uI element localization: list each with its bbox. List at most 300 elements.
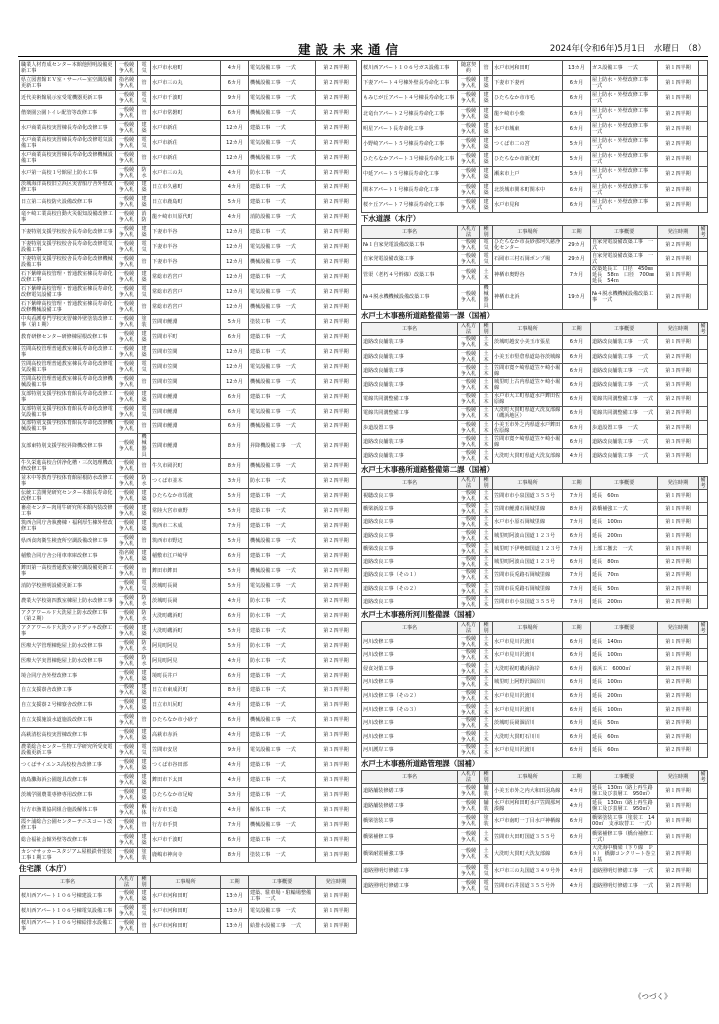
table-cell: 第２四半期 — [658, 730, 699, 744]
table-cell: 第１四半期 — [658, 516, 699, 529]
table-cell: 6カ月 — [563, 378, 591, 392]
table-cell: 一般競争入札 — [458, 743, 480, 757]
table-cell: 一般競争入札 — [116, 459, 138, 474]
column-header: 工事場所 — [493, 770, 563, 783]
table-cell: 6カ月 — [563, 197, 591, 212]
table-cell: 第２四半期 — [316, 195, 357, 210]
table-cell: 第２四半期 — [316, 180, 357, 195]
table-cell — [699, 879, 708, 894]
table-cell: 3カ月 — [221, 788, 249, 803]
table-cell: 第２四半期 — [658, 582, 699, 595]
table-cell: 電気設備工事 一式 — [249, 135, 316, 150]
table-cell: 道路改良工事 — [362, 556, 458, 569]
table-cell: 水戸市三の丸国道３４９号外 — [493, 863, 563, 878]
table-cell: アクアワールド大洗ウッドデッキ改修工事 — [20, 623, 116, 638]
table-cell: 一般競争入札 — [458, 91, 480, 106]
column-header: 工事名 — [362, 770, 458, 783]
table-cell: 電気 — [480, 863, 493, 878]
table-cell: 第３四半期 — [316, 698, 357, 713]
table-cell: 第２四半期 — [316, 329, 357, 344]
table-cell: 建築工事 一式 — [249, 180, 316, 195]
table-cell: 農業大学校第四教室棟屋上防水改修工事 — [20, 593, 116, 608]
table-cell: 桜川西アパート１０６号ガス設備工事 — [362, 61, 458, 76]
table-cell: 第２四半期 — [658, 136, 699, 151]
table-cell: 第２四半期 — [316, 270, 357, 285]
table-cell: 日立第二高校防火設備改修工事 — [20, 195, 116, 210]
table-cell: 高萩市赤浜 — [151, 728, 221, 743]
table-cell: 建築 — [138, 519, 151, 534]
table-cell: 第３四半期 — [316, 847, 357, 862]
table-cell: 水戸市常磐町 — [151, 105, 221, 120]
table-row — [20, 389, 357, 404]
table-cell: 第２四半期 — [316, 150, 357, 165]
table-cell: 防水工事 一式 — [249, 608, 316, 623]
table-cell: 水戸市大工町県道水戸鉾田佐原線 — [493, 392, 563, 406]
table-cell: 第３四半期 — [316, 728, 357, 743]
table-cell: 水戸市三の丸 — [151, 165, 221, 180]
table-cell: 第２四半期 — [658, 152, 699, 167]
table-cell: 瀬来市上戸 — [493, 167, 563, 182]
table-cell: 第２四半期 — [658, 879, 699, 894]
table-cell: 自立支援施設水道施設改修工事 — [20, 713, 116, 728]
table-cell: 一般競争入札 — [458, 350, 480, 364]
table-cell: 4カ月 — [563, 783, 591, 798]
table-cell: 延長 140ｍ — [591, 635, 658, 649]
column-header: 工事場所 — [151, 875, 221, 888]
table-cell: 一般競争入札 — [458, 783, 480, 798]
table-cell: 第３四半期 — [316, 832, 357, 847]
table-cell: 友部特別支援学校体育館長寿命化改修工事 — [20, 389, 116, 404]
table-cell: 建築 — [480, 106, 493, 121]
table-cell: 塗装工事 一式 — [249, 847, 316, 862]
table-cell: 第２四半期 — [658, 392, 699, 406]
table-cell — [699, 449, 708, 463]
table-row — [362, 489, 708, 502]
table-cell: 北茨城市関本町関本中 — [493, 182, 563, 197]
table-cell: 一般競争入札 — [116, 120, 138, 135]
table-cell: 一般競争入札 — [458, 392, 480, 406]
table-cell: 橋梁耐震補強工事 — [362, 844, 458, 863]
table-cell: 第２四半期 — [658, 863, 699, 878]
table-cell: 管 — [138, 150, 151, 165]
project-table — [361, 476, 708, 610]
table-cell: 一般競争入札 — [458, 635, 480, 649]
table-cell — [699, 595, 708, 608]
table-cell: 第１四半期 — [658, 798, 699, 813]
table-cell: 延長 100ｍ — [591, 676, 658, 690]
table-cell: 屋上防水・外壁改修工事 一式 — [591, 106, 658, 121]
table-cell: 水戸市千波町 — [151, 90, 221, 105]
table-cell: 電気 — [138, 240, 151, 255]
table-cell: 桜ケ丘アパート７号棟長寿命化工事 — [362, 197, 458, 212]
table-cell: 12カ月 — [221, 135, 249, 150]
table-cell: 一般競争入札 — [458, 284, 480, 309]
project-table — [19, 60, 357, 863]
table-row — [20, 180, 357, 195]
table-cell: 一般競争入札 — [116, 314, 138, 329]
table-cell: 土木 — [480, 392, 493, 406]
right-column — [361, 60, 708, 894]
section-right-top — [361, 60, 708, 213]
table-cell: 一般競争入札 — [116, 713, 138, 728]
table-cell: 第２四半期 — [316, 504, 357, 519]
table-cell — [699, 730, 708, 744]
table-cell: 建築工事 一式 — [249, 329, 316, 344]
table-cell: 電気設備工事 一式 — [249, 90, 316, 105]
table-cell: 改築延長工 口径 450㎜ 延長 58ｍ 口径 700㎜ 延長 54ｍ — [592, 265, 660, 284]
table-cell: 土木 — [480, 516, 493, 529]
column-header: 入札方法 — [458, 622, 480, 635]
table-cell: 延長 200ｍ — [591, 529, 658, 542]
table-cell: 機械設備工事 一式 — [249, 255, 316, 270]
table-cell: 延長 130ｍ（路上再生路盤工及び表層工 950㎡） — [591, 798, 658, 813]
table-cell: 一般競争入札 — [116, 419, 138, 434]
table-cell: 5カ月 — [563, 136, 591, 151]
table-cell: 笠間市市小泉国道３５５号 — [493, 595, 563, 608]
table-cell — [699, 265, 708, 284]
table-cell: 下妻特別支援学校校舎長寿命化改修工事 — [20, 225, 116, 240]
table-row — [20, 255, 357, 270]
table-cell — [699, 406, 708, 420]
table-cell: 建築 — [138, 758, 151, 773]
table-cell: 龍ケ崎市川原代町 — [151, 210, 221, 225]
column-header: 発注時期 — [658, 622, 699, 635]
table-cell: 機械器具 — [138, 434, 151, 459]
table-cell: 4カ月 — [563, 449, 591, 463]
table-cell — [699, 489, 708, 502]
table-cell: 第２四半期 — [316, 638, 357, 653]
table-row — [362, 798, 708, 813]
table-cell: 5カ月 — [221, 314, 249, 329]
table-cell: 第２四半期 — [658, 106, 699, 121]
table-cell: 第２四半期 — [316, 434, 357, 459]
table-cell: 道路改良舗装工事 一式 — [591, 364, 658, 378]
table-cell: 河川改修工事（その３） — [362, 703, 458, 717]
table-header-row — [20, 875, 357, 888]
table-cell: 土木 — [480, 489, 493, 502]
table-cell: 偕楽園公園トイレ配管等改修工事 — [20, 105, 116, 120]
column-header: 工事場所 — [493, 322, 563, 335]
column-header: 備考 — [700, 622, 706, 635]
left-column — [19, 60, 357, 934]
table-cell: 道路改良舗装工事 一式 — [591, 378, 658, 392]
table-cell: 解体 — [138, 803, 151, 818]
table-cell: 一般競争入札 — [116, 474, 138, 489]
table-cell: 道路照明灯修繕工事 一式 — [591, 879, 658, 894]
table-cell: 第３四半期 — [316, 803, 357, 818]
table-cell: 常総市若宮戸 — [151, 270, 221, 285]
table-cell: 6カ月 — [563, 121, 591, 136]
table-cell: 一般競争入札 — [458, 676, 480, 690]
table-cell: 建築工事 一式 — [249, 832, 316, 847]
table-cell: 第３四半期 — [316, 743, 357, 758]
table-cell: 防水工事 一式 — [249, 653, 316, 668]
table-cell: 12カ月 — [221, 270, 249, 285]
table-cell: 高萩清松高校実習棟改修工事 — [20, 728, 116, 743]
table-cell: 茨城海洋高校旧立浜区実習船庁舎外壁改修工事 — [20, 180, 116, 195]
table-cell: 6カ月 — [563, 829, 591, 844]
table-cell: 第２四半期 — [316, 578, 357, 593]
table-cell: 土木 — [480, 582, 493, 595]
table-cell: 水戸市新荘 — [151, 135, 221, 150]
table-cell: 4カ月 — [221, 698, 249, 713]
table-cell — [699, 284, 708, 309]
table-cell: 筑西市市野辺 — [151, 534, 221, 549]
table-cell — [699, 689, 708, 703]
table-cell: 常陸大宮市東野 — [151, 504, 221, 519]
table-row — [20, 120, 357, 135]
table-cell: 友部東特別支援学校昇降機改修工事 — [20, 434, 116, 459]
table-cell: 電気 — [138, 743, 151, 758]
table-cell: 第１四半期 — [658, 61, 699, 76]
column-header: 工期 — [563, 622, 591, 635]
table-cell: 水戸市河和田町 — [151, 918, 221, 933]
table-cell: 河川改修工事 — [362, 648, 458, 662]
column-header: 入札方法 — [458, 770, 480, 783]
column-header: 入札方法 — [116, 875, 138, 888]
table-cell: 境合同庁舎外壁改修工事 — [20, 668, 116, 683]
table-cell: 友部特別支援学校体育館長寿命化改修電気設備工事 — [20, 404, 116, 419]
table-cell: 第２四半期 — [316, 593, 357, 608]
table-cell: 第２四半期 — [658, 197, 699, 212]
table-cell: 第２四半期 — [316, 519, 357, 534]
table-cell: 土木 — [480, 716, 493, 730]
table-cell — [699, 435, 708, 449]
table-cell: 機械設備工事 一式 — [249, 374, 316, 389]
table-cell: 一般競争入札 — [116, 758, 138, 773]
table-row — [20, 504, 357, 519]
table-cell: 第１四半期 — [658, 502, 699, 515]
table-cell: 自家発電設備改築工事 一式 — [591, 238, 658, 252]
table-header-row — [362, 225, 708, 238]
table-cell: 6カ月 — [563, 635, 591, 649]
table-cell: 一般競争入札 — [116, 195, 138, 210]
table-cell: 6カ月 — [221, 389, 249, 404]
table-cell: 建築 — [480, 91, 493, 106]
table-cell: 下妻市下妻丙 — [493, 76, 563, 91]
table-cell: 随意契約 — [458, 61, 480, 76]
table-cell — [699, 783, 708, 798]
table-cell: 牛久栄進高校合併浄化槽・三次処理機改修改修工事 — [20, 459, 116, 474]
table-cell: 6カ月 — [563, 335, 591, 349]
table-cell: 大洗町大貫町石川川 — [493, 730, 563, 744]
table-cell: 水戸市河和田町水戸笠間那珂湊線 — [493, 798, 563, 813]
table-cell: 建築工事 一式 — [249, 270, 316, 285]
section-road-maint-2 — [361, 464, 708, 610]
table-cell: 道路改良工事（その２） — [362, 582, 458, 595]
header-rule — [18, 56, 708, 57]
column-header: 種別 — [480, 622, 493, 635]
table-cell: 水戸市千波町 — [151, 832, 221, 847]
table-cell: 大洗町大貫町県道大洗友部線（磯浜地区） — [493, 406, 563, 420]
table-cell: 6カ月 — [221, 549, 249, 564]
table-row — [20, 210, 357, 225]
table-row — [362, 167, 708, 182]
table-cell: 4カ月 — [221, 593, 249, 608]
table-cell: 電線共同溝整備工事 一式 — [591, 406, 658, 420]
project-table — [19, 875, 357, 934]
table-cell: 防水 — [138, 165, 151, 180]
table-cell: 上部工撤去 一式 — [591, 542, 658, 555]
table-cell: 13カ月 — [563, 61, 591, 76]
table-cell: 城里町上阿野沢涸沼川 — [493, 676, 563, 690]
table-cell: 13カ月 — [221, 888, 249, 903]
table-cell: 屋上防水・外壁改修工事 一式 — [591, 136, 658, 151]
table-cell: 常総市若宮戸 — [151, 285, 221, 300]
table-cell: つくば市谷田部 — [151, 758, 221, 773]
table-cell: 水戸市南町一丁目水戸神栖線 — [493, 814, 563, 829]
table-cell — [699, 844, 708, 863]
table-cell: 4カ月 — [221, 165, 249, 180]
table-cell: 建築工事 一式 — [249, 698, 316, 713]
table-cell: 並木中等教育学校体育館屋根防水改修工事 — [20, 474, 116, 489]
table-cell: 総合福祉会館外壁等改修工事 — [20, 832, 116, 847]
table-cell: 下妻市半谷 — [151, 225, 221, 240]
table-row — [20, 489, 357, 504]
table-cell: 5カ月 — [221, 578, 249, 593]
table-cell: 機械設備工事 一式 — [249, 817, 316, 832]
table-cell: 6カ月 — [563, 421, 591, 435]
table-cell: 塗装工事 一式 — [249, 314, 316, 329]
table-row — [20, 459, 357, 474]
table-cell: 第１四半期 — [658, 635, 699, 649]
table-row — [20, 105, 357, 120]
table-cell: 第２四半期 — [316, 653, 357, 668]
table-cell: 6カ月 — [221, 668, 249, 683]
table-cell: 自家発電設備改築工事 — [362, 252, 458, 266]
table-row — [20, 270, 357, 285]
table-cell: 一般競争入札 — [116, 61, 138, 76]
table-cell: 水戸市河和田町 — [151, 903, 221, 918]
table-cell: 第２四半期 — [316, 120, 357, 135]
table-cell: 一般競争入札 — [116, 593, 138, 608]
table-cell: 一般競争入札 — [116, 788, 138, 803]
table-cell: 一般競争入札 — [458, 121, 480, 136]
table-cell: 近代美術館展示室受電機器更新工事 — [20, 90, 116, 105]
table-cell: 電気設備工事 一式 — [249, 359, 316, 374]
table-cell: 河川改修工事 — [362, 635, 458, 649]
table-cell: 第３四半期 — [316, 773, 357, 788]
table-cell: 第２四半期 — [658, 284, 699, 309]
table-cell: 建築 — [138, 180, 151, 195]
table-cell — [699, 743, 708, 757]
column-header: 工期 — [563, 322, 591, 335]
table-cell: 第２四半期 — [316, 344, 357, 359]
table-cell: 6カ月 — [221, 75, 249, 90]
table-cell: 6カ月 — [221, 832, 249, 847]
table-cell: 建築工事 一式 — [249, 773, 316, 788]
table-row — [20, 608, 357, 623]
table-cell: 一般競争入札 — [116, 180, 138, 195]
table-cell: 水戸市見川沢渡川 — [493, 689, 563, 703]
table-cell: 建築 — [138, 389, 151, 404]
table-cell: 医療大学管理棟他屋上防水改修工事 — [20, 638, 116, 653]
project-table — [361, 60, 708, 213]
table-cell: 電気 — [138, 359, 151, 374]
table-cell: 第２四半期 — [316, 359, 357, 374]
table-cell: 道路改良舗装工事 一式 — [591, 435, 658, 449]
table-cell: 防水工事 一式 — [249, 165, 316, 180]
table-cell: 水戸市新荘 — [151, 150, 221, 165]
table-cell: 石下紫峰高校管理・普通教室棟長寿命化改修機械設備工事 — [20, 300, 116, 315]
table-cell: 延長 200ｍ — [591, 595, 658, 608]
table-cell — [699, 136, 708, 151]
table-cell: 6カ月 — [563, 556, 591, 569]
table-cell: 一般競争入札 — [458, 152, 480, 167]
table-row — [362, 335, 708, 349]
table-cell: 教育研修センター研修棟屋根改修工事 — [20, 329, 116, 344]
table-cell: 電気 — [138, 90, 151, 105]
table-cell: 塗装 — [480, 814, 493, 829]
table-cell: 道路改良工事 — [362, 529, 458, 542]
table-cell: 管 — [138, 564, 151, 579]
table-row — [20, 314, 357, 329]
table-cell: 一般競争入札 — [116, 150, 138, 165]
table-cell: 土木 — [480, 435, 493, 449]
table-cell: 6カ月 — [221, 608, 249, 623]
table-cell: 第２四半期 — [658, 703, 699, 717]
table-row — [362, 582, 708, 595]
table-cell: 境町長井戸 — [151, 668, 221, 683]
table-row — [20, 728, 357, 743]
table-row — [20, 653, 357, 668]
table-cell: 建築工事 一式 — [249, 788, 316, 803]
table-cell: 道路改良舗装工事 — [362, 364, 458, 378]
table-cell: 13カ月 — [221, 903, 249, 918]
table-cell: 一般競争入札 — [116, 255, 138, 270]
table-cell: 塗装 — [138, 847, 151, 862]
table-row — [362, 284, 708, 309]
table-cell: 5カ月 — [221, 623, 249, 638]
table-cell: 土木 — [480, 635, 493, 649]
table-row — [362, 91, 708, 106]
table-cell: 笠間市笠間 — [151, 344, 221, 359]
table-cell: 土木 — [480, 662, 493, 676]
table-cell: 一般競争入札 — [458, 106, 480, 121]
table-row — [20, 888, 357, 903]
table-cell: 道路改良工事 — [362, 595, 458, 608]
table-cell: 6カ月 — [563, 662, 591, 676]
table-cell: 一般競争入札 — [116, 165, 138, 180]
table-row — [20, 817, 357, 832]
table-cell: 建築工事 一式 — [249, 758, 316, 773]
table-cell: 消防 — [138, 210, 151, 225]
table-cell: 県立図書館ＥＶ室・サーバー室空調設備更新工事 — [20, 75, 116, 90]
page-header — [18, 40, 708, 56]
table-cell: 水戸市河和田町 — [151, 888, 221, 903]
table-row — [20, 593, 357, 608]
table-cell: 電気設備工事 一式 — [249, 903, 316, 918]
table-cell: 第２四半期 — [316, 474, 357, 489]
table-cell: 土木 — [480, 595, 493, 608]
table-cell: 一般競争入札 — [116, 389, 138, 404]
table-cell: 一般競争入札 — [116, 534, 138, 549]
table-cell: 第１四半期 — [658, 76, 699, 91]
table-cell: 一般競争入札 — [116, 683, 138, 698]
table-cell: 土木 — [480, 689, 493, 703]
table-row — [20, 578, 357, 593]
table-cell: 建築工事 一式 — [249, 683, 316, 698]
table-cell: 6カ月 — [563, 76, 591, 91]
table-cell: 4カ月 — [221, 210, 249, 225]
table-cell: 延長 50ｍ — [591, 582, 658, 595]
section-title: 水戸土木事務所道路管理課（国補） — [361, 758, 480, 768]
table-cell: 一般競争入札 — [116, 743, 138, 758]
table-cell: 霞ケ浦総合公園センターテニスコート改修工事 — [20, 817, 116, 832]
column-header: 入札方法 — [458, 322, 480, 335]
table-cell: 建築 — [480, 197, 493, 212]
table-cell: 7カ月 — [563, 542, 591, 555]
